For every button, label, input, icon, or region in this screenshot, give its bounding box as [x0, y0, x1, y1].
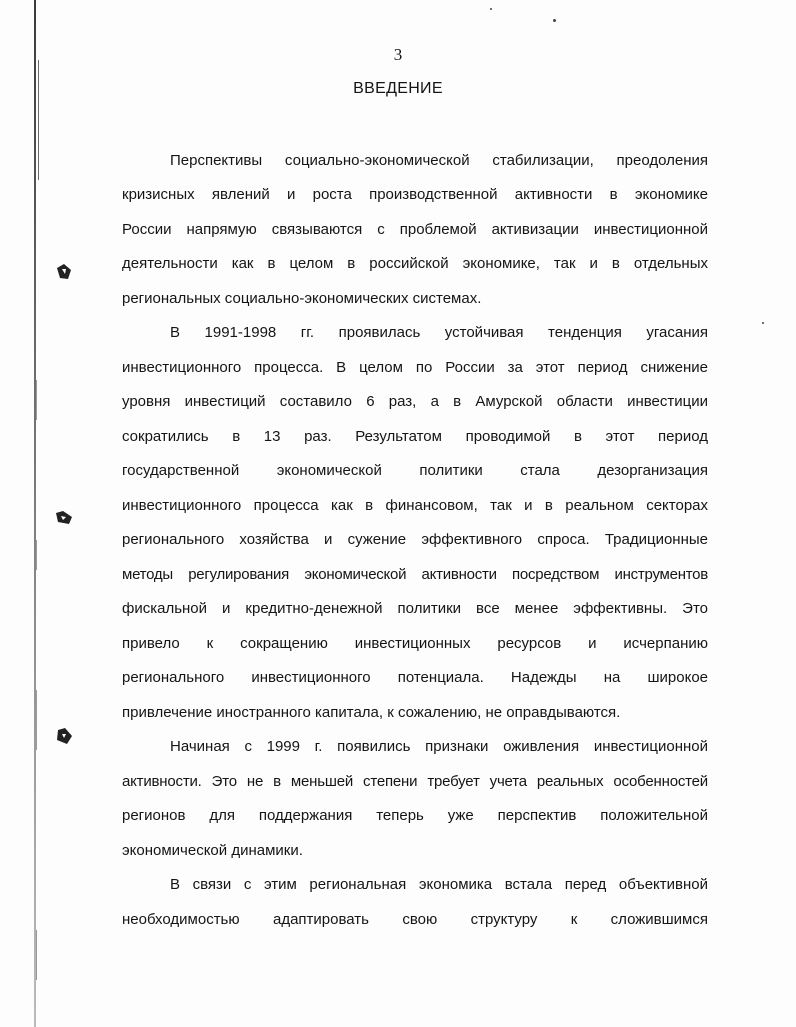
scan-edge-mark [36, 930, 37, 980]
text-line: деятельности как в целом в российской экономике, так и в отдельных [122, 255, 708, 272]
text-line: регионального инвестиционного потенциала. Надежды на широкое [122, 669, 708, 686]
text-line: государственной экономической политики стала дезорганизация [122, 462, 708, 479]
text-line: регионов для поддержания теперь уже перспектив положительной [122, 807, 708, 824]
text-line: Перспективы социально-экономической стабилизации, преодоления [170, 152, 708, 169]
scan-speck [762, 322, 764, 324]
text-line: В 1991-1998 гг. проявилась устойчивая тенденция угасания [170, 324, 708, 341]
text-line: региональных социально-экономических системах. [122, 290, 482, 307]
text-line: фискальной и кредитно-денежной политики все менее эффективны. Это [122, 600, 708, 617]
text-line: привело к сокращению инвестиционных ресурсов и исчерпанию [122, 635, 708, 652]
text-line: активности. Это не в меньшей степени требует учета реальных особенностей [122, 773, 708, 790]
page-title: ВВЕДЕНИЕ [353, 80, 443, 97]
text-line: сократились в 13 раз. Результатом проводимой в этот период [122, 428, 708, 445]
text-line: инвестиционного процесса. В целом по России за этот период снижение [122, 359, 708, 376]
punch-hole-icon [54, 726, 74, 746]
text-line: экономической динамики. [122, 842, 303, 859]
text-line: уровня инвестиций составило 6 раз, а в Амурской области инвестиции [122, 393, 708, 410]
text-line: регионального хозяйства и сужение эффективного спроса. Традиционные [122, 531, 708, 548]
scan-binding-edge-secondary [38, 60, 39, 180]
text-line: методы регулирования экономической активности посредством инструментов [122, 566, 708, 583]
scan-speck [490, 8, 492, 10]
punch-hole-icon [54, 262, 74, 282]
text-line: В связи с этим региональная экономика встала перед объективной [170, 876, 708, 893]
text-line: кризисных явлений и роста производственной активности в экономике [122, 186, 708, 203]
scan-speck [553, 19, 556, 22]
scan-edge-mark [36, 540, 37, 570]
punch-hole-icon [54, 508, 74, 528]
scan-edge-mark [36, 380, 37, 420]
page-number: 3 [393, 45, 403, 64]
text-line: России напрямую связываются с проблемой активизации инвестиционной [122, 221, 708, 238]
scan-edge-mark [36, 690, 37, 750]
text-line: привлечение иностранного капитала, к сожалению, не оправдываются. [122, 704, 621, 721]
text-line: Начиная с 1999 г. появились признаки оживления инвестиционной [170, 738, 708, 755]
text-line: инвестиционного процесса как в финансовом, так и в реальном секторах [122, 497, 708, 514]
scan-binding-edge [34, 0, 36, 1027]
text-line: необходимостью адаптировать свою структуру к сложившимся [122, 911, 708, 928]
